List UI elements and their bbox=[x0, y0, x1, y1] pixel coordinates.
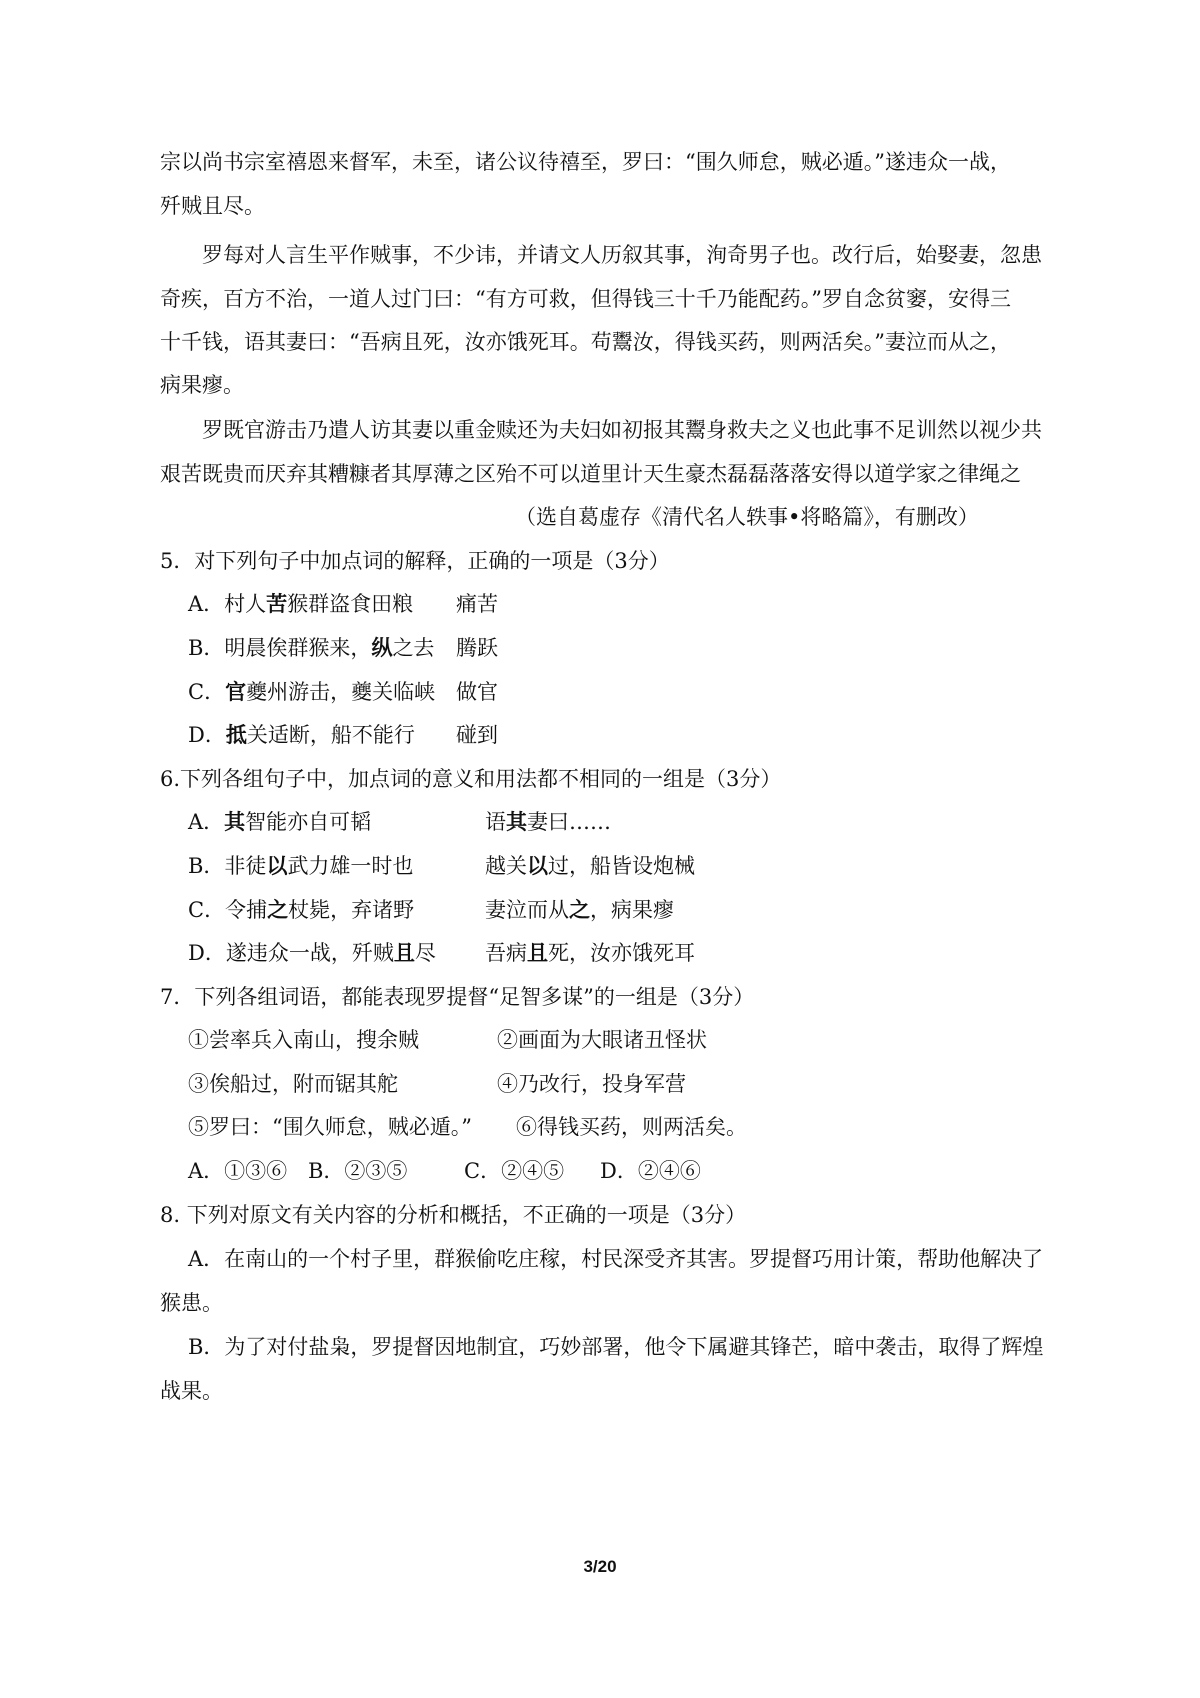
q6-option-c-left bbox=[188, 896, 414, 924]
passage-line-2: 歼贼且尽。 bbox=[160, 194, 265, 218]
option-text: 越关 bbox=[485, 854, 527, 878]
option-text: 语 bbox=[485, 810, 506, 834]
q6-option-c-right bbox=[485, 896, 674, 924]
q7-item-6: ⑥得钱买药，则两活矣。 bbox=[516, 1115, 747, 1139]
q5-option-c bbox=[188, 678, 435, 706]
q8-stem: 8. 下列对原文有关内容的分析和概括，不正确的一项是（3分） bbox=[160, 1203, 747, 1227]
option-text: ，病果瘳 bbox=[590, 898, 674, 922]
dotted-word: 且 bbox=[393, 940, 415, 965]
q7-choice-d: D．②④⑥ bbox=[600, 1159, 701, 1183]
q6-stem: 6.下列各组句子中，加点词的意义和用法都不相同的一组是（3分） bbox=[160, 767, 782, 791]
q7-item-4: ④乃改行，投身军营 bbox=[497, 1072, 686, 1096]
dotted-word: 以 bbox=[266, 853, 288, 878]
option-text: C．令捕 bbox=[188, 898, 268, 922]
q8-option-a-line1: A．在南山的一个村子里，群猴偷吃庄稼，村民深受齐其害。罗提督巧用计策，帮助他解决了 bbox=[188, 1247, 1044, 1271]
q6-option-b-left bbox=[188, 852, 413, 880]
option-text: A． bbox=[188, 810, 225, 834]
q5-answer-c: 做官 bbox=[456, 680, 498, 704]
passage-line-3: 罗每对人言生平作贼事，不少讳，并请文人历叙其事，洵奇男子也。改行后，始娶妻，忽患 bbox=[202, 243, 1042, 267]
q5-stem: 5．对下列句子中加点词的解释，正确的一项是（3分） bbox=[160, 549, 670, 573]
option-text: 之去 bbox=[392, 636, 435, 660]
option-text: D． bbox=[188, 723, 226, 747]
dotted-word: 纵 bbox=[371, 635, 393, 660]
dotted-word: 且 bbox=[527, 940, 548, 965]
q6-option-a-right bbox=[485, 808, 611, 836]
passage-line-4: 奇疾，百方不治，一道人过门曰：“有方可救，但得钱三十千乃能配药。”罗自念贫窭，安得三 bbox=[160, 287, 1011, 311]
option-text: 关适断，船不能行 bbox=[246, 723, 415, 747]
passage-line-5: 十千钱，语其妻曰：“吾病且死，汝亦饿死耳。苟鬻汝，得钱买药，则两活矣。”妻泣而从之， bbox=[160, 330, 1011, 354]
passage-line-1: 宗以尚书宗室禧恩来督军，未至，诸公议待禧至，罗曰：“围久师怠，贼必遁。”遂违众一战， bbox=[160, 150, 1011, 174]
option-text: 吾病 bbox=[485, 941, 527, 965]
q5-answer-d: 碰到 bbox=[456, 723, 498, 747]
q6-option-a-left bbox=[188, 808, 371, 836]
q7-item-2: ②画面为大眼诸丑怪状 bbox=[497, 1028, 707, 1052]
option-text: 死，汝亦饿死耳 bbox=[548, 941, 695, 965]
option-text: 尽 bbox=[414, 941, 436, 965]
option-text: 武力雄一时也 bbox=[287, 854, 414, 878]
dotted-word: 之 bbox=[569, 897, 590, 922]
option-text: 妻泣而从 bbox=[485, 898, 569, 922]
q6-option-b-right bbox=[485, 852, 695, 880]
q8-option-a-line2: 猴患。 bbox=[160, 1291, 223, 1315]
q8-option-b-line1: B．为了对付盐枭，罗提督因地制宜，巧妙部署，他令下属避其锋芒，暗中袭击，取得了辉煌 bbox=[188, 1335, 1044, 1359]
option-text: 妻曰…… bbox=[527, 810, 611, 834]
dotted-word: 以 bbox=[527, 853, 548, 878]
q8-option-b-line2: 战果。 bbox=[160, 1379, 223, 1403]
q7-choice-c: C．②④⑤ bbox=[464, 1159, 565, 1183]
q6-option-d-right bbox=[485, 939, 695, 967]
q7-item-5: ⑤罗曰：“围久师怠，贼必遁。” bbox=[188, 1115, 472, 1139]
option-text: 杖毙，弃诸野 bbox=[288, 898, 415, 922]
dotted-word: 其 bbox=[224, 809, 246, 834]
option-text: 夔州游击，夔关临峡 bbox=[246, 680, 436, 704]
dotted-word: 苦 bbox=[266, 591, 288, 616]
option-text: A．村人 bbox=[188, 592, 267, 616]
q7-choice-b: B．②③⑤ bbox=[308, 1159, 408, 1183]
option-text: 智能亦自可韬 bbox=[245, 810, 372, 834]
option-text: 猴群盗食田粮 bbox=[287, 592, 414, 616]
dotted-word: 其 bbox=[506, 809, 527, 834]
page-number: 3/20 bbox=[583, 1557, 617, 1576]
passage-line-6: 病果瘳。 bbox=[160, 373, 244, 397]
q5-option-b bbox=[188, 634, 434, 662]
option-text: C． bbox=[188, 680, 226, 704]
q6-option-d-left bbox=[188, 939, 436, 967]
q7-item-1: ①尝率兵入南山，搜余贼 bbox=[188, 1028, 419, 1052]
option-text: 过，船皆设炮械 bbox=[548, 854, 695, 878]
q5-answer-b: 腾跃 bbox=[456, 636, 498, 660]
option-text: D．遂违众一战，歼贼 bbox=[188, 941, 394, 965]
q7-item-3: ③俟船过，附而锯其舵 bbox=[188, 1072, 398, 1096]
q5-option-a bbox=[188, 590, 413, 618]
passage-line-8: 艰苦既贵而厌弃其糟糠者其厚薄之区殆不可以道里计天生豪杰磊磊落落安得以道学家之律绳之 bbox=[160, 462, 1021, 486]
q5-answer-a: 痛苦 bbox=[456, 592, 498, 616]
dotted-word: 之 bbox=[267, 897, 289, 922]
dotted-word: 官 bbox=[225, 679, 247, 704]
q7-choice-a: A．①③⑥ bbox=[188, 1159, 288, 1183]
passage-source: （选自葛虚存《清代名人轶事•将略篇》，有删改） bbox=[515, 505, 979, 529]
option-text: B．明晨俟群猴来， bbox=[188, 636, 372, 660]
option-text: B．非徒 bbox=[188, 854, 267, 878]
q7-stem: 7．下列各组词语，都能表现罗提督“足智多谋”的一组是（3分） bbox=[160, 985, 755, 1009]
passage-line-7: 罗既官游击乃遣人访其妻以重金赎还为夫妇如初报其鬻身救夫之义也此事不足训然以视少共 bbox=[202, 418, 1042, 442]
q5-option-d bbox=[188, 721, 415, 749]
dotted-word: 抵 bbox=[225, 722, 247, 747]
